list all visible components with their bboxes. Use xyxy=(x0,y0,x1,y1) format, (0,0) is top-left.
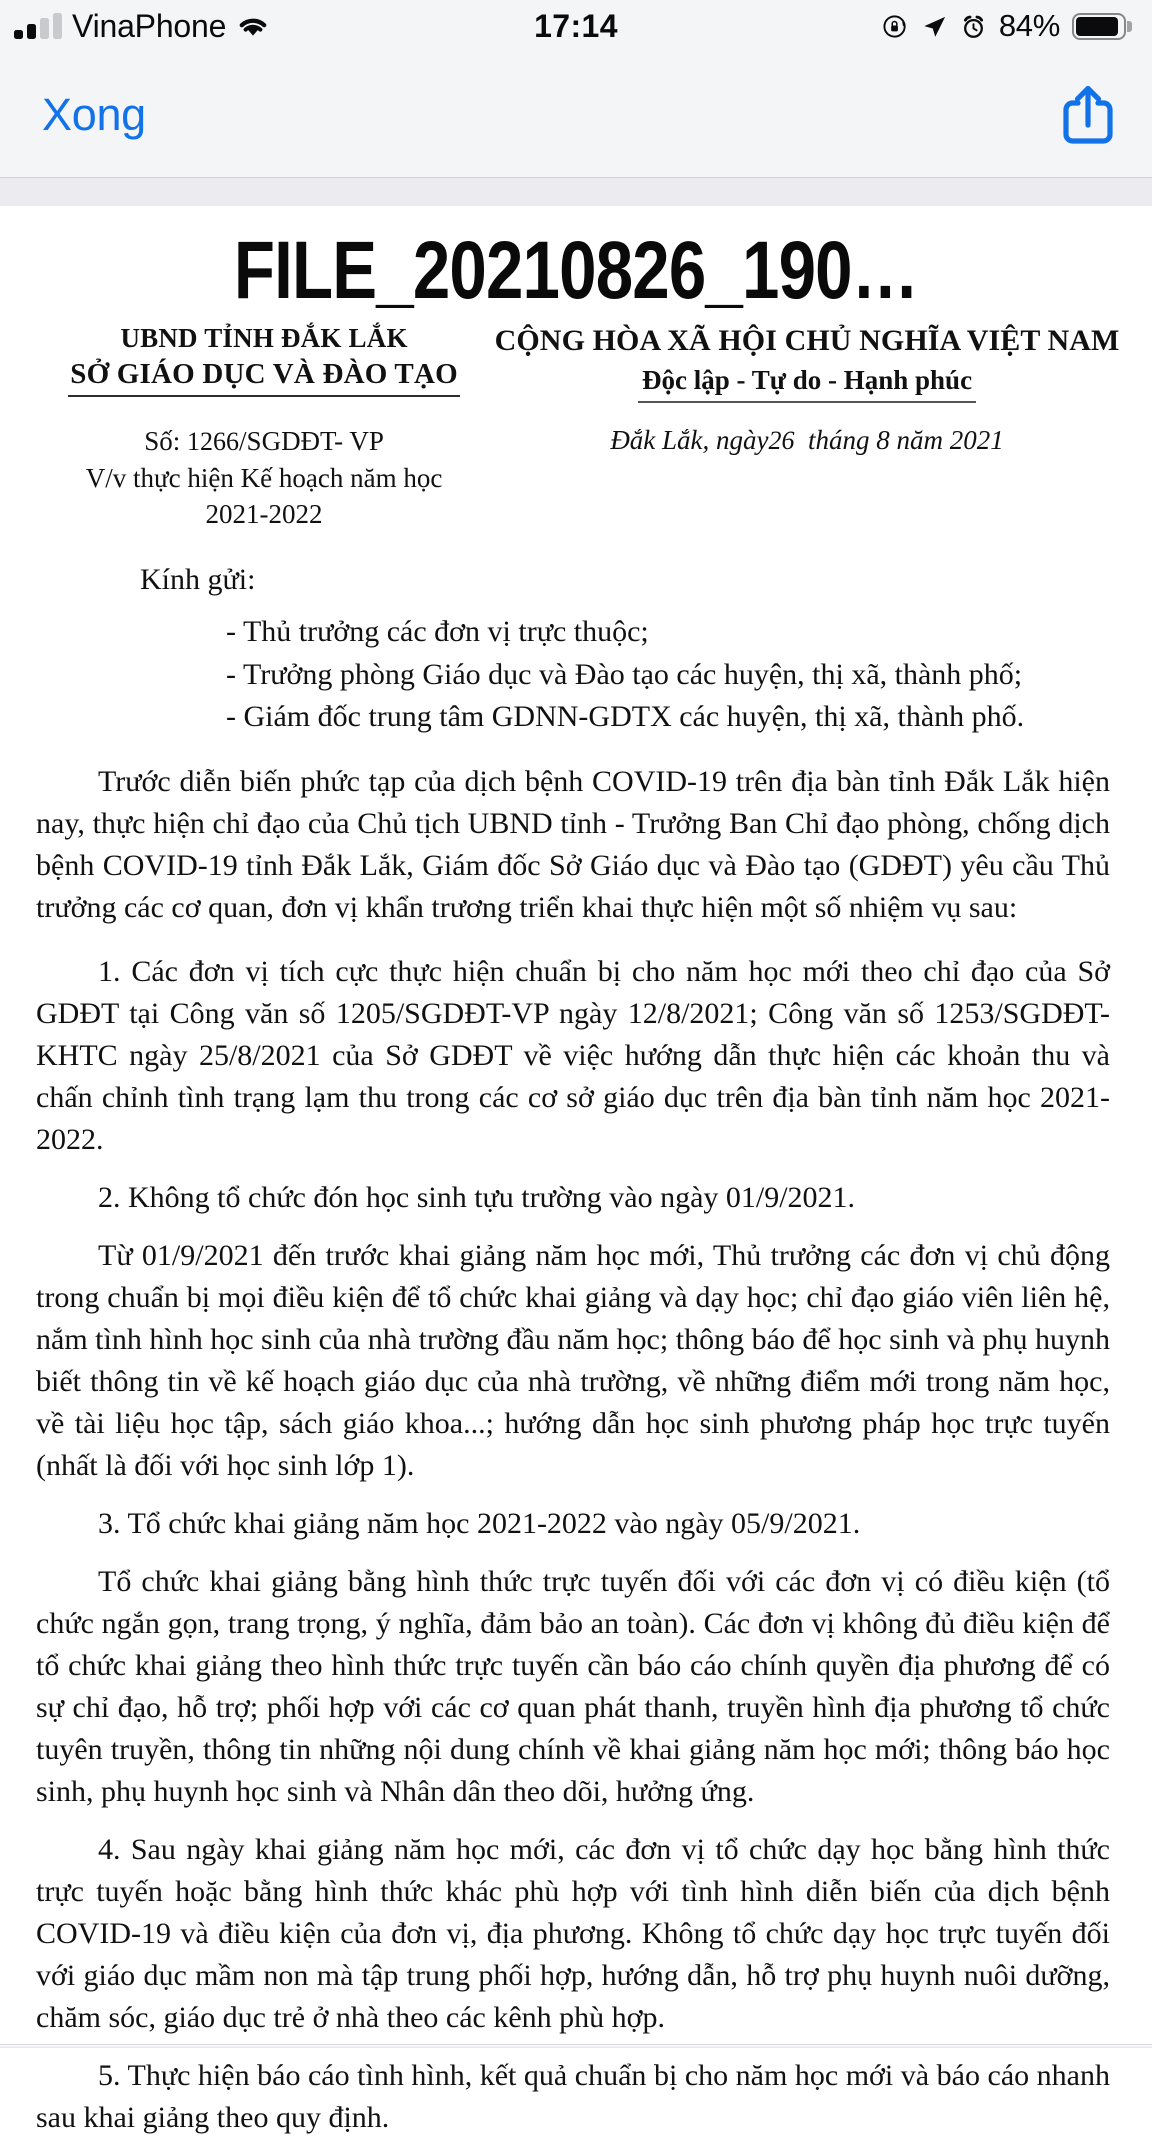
status-bar-left xyxy=(14,8,270,45)
salutation: Kính gửi: xyxy=(140,562,256,596)
date-day: 26 xyxy=(768,425,795,455)
recipient-item: - Giám đốc trung tâm GDNN-GDTX các huyện, thị xã, thành phố. xyxy=(226,700,1025,734)
signal-bars-icon xyxy=(14,13,62,39)
document-number-label: Số: xyxy=(144,425,181,456)
recipient-list xyxy=(0,611,1152,739)
content-spacer xyxy=(0,178,1152,206)
rotation-lock-icon xyxy=(882,13,909,40)
done-button[interactable]: Xong xyxy=(42,89,146,140)
status-bar-right xyxy=(882,8,1126,44)
issuer-department: SỞ GIÁO DỤC VÀ ĐÀO TẠO xyxy=(68,356,460,397)
header-issuer xyxy=(36,321,492,397)
battery-percent: 84% xyxy=(998,8,1060,43)
share-icon xyxy=(1060,135,1116,150)
body-paragraph-item-1: 1. Các đơn vị tích cực thực hiện chuẩn bị cho năm học mới theo chỉ đạo của Sở GDĐT tại Công văn số 1205/SGDĐT-VP ngày 12/8/2021; Công văn số 1253/SGDĐT-KHTC ngày 25/8/2021 của Sở GDĐT về việc hướng dẫn thực hiện các khoản thu và chấn chỉnh tình trạng lạm thu trong các cơ sở giáo dục trên địa bàn tỉnh năm học 2021-2022. xyxy=(36,954,1110,1156)
recipient-item: - Trưởng phòng Giáo dục và Đào tạo các huyện, thị xã, thành phố; xyxy=(226,657,1023,691)
share-button[interactable] xyxy=(1060,83,1116,147)
body-paragraph-item-4: 4. Sau ngày khai giảng năm học mới, các đơn vị tổ chức dạy học bằng hình thức trực tuyến hoặc bằng hình thức khác phù hợp với tình hình diễn biến của dịch bệnh COVID-19 và điều kiện của đơn vị, địa phương. Không tổ chức dạy học trực tuyến đối với giáo dục mầm non mà tập trung phối hợp, hướng dẫn, hỗ trợ phụ huynh nuôi dưỡng, chăm sóc, giáo dục trẻ ở nhà theo các kênh phù hợp. xyxy=(36,1832,1110,2034)
recipient-item: - Thủ trưởng các đơn vị trực thuộc; xyxy=(226,614,649,648)
body-paragraph-intro: Trước diễn biến phức tạp của dịch bệnh COVID-19 trên địa bàn tỉnh Đắk Lắk hiện nay, thực hiện chỉ đạo của Chủ tịch UBND tỉnh - Trưởng Ban Chỉ đạo phòng, chống dịch bệnh COVID-19 tỉnh Đắk Lắk, Giám đốc Sở Giáo dục và Đào tạo (GDĐT) yêu cầu Thủ trưởng các cơ quan, đơn vị khẩn trương triển khai thực hiện một số nhiệm vụ sau: xyxy=(36,764,1110,924)
document-number-value: 1266 xyxy=(187,426,240,456)
document-header xyxy=(0,321,1152,403)
clock: 17:14 xyxy=(534,7,618,44)
header-national xyxy=(492,321,1122,403)
national-motto: Độc lập - Tự do - Hạnh phúc xyxy=(638,363,976,403)
date-suffix: tháng 8 năm 2021 xyxy=(808,424,1004,455)
battery-icon xyxy=(1072,13,1126,40)
carrier-name: VinaPhone xyxy=(72,7,227,44)
status-bar xyxy=(0,0,1152,52)
file-name-title: FILE_20210826_190… xyxy=(233,225,919,316)
alarm-clock-icon xyxy=(960,13,987,40)
issuer-province: UBND TỈNH ĐẮK LẮK xyxy=(120,322,408,353)
document-page xyxy=(0,206,1152,2134)
body-paragraph-item-5: 5. Thực hiện báo cáo tình hình, kết quả chuẩn bị cho năm học mới và báo cáo nhanh sau khai giảng theo quy định. xyxy=(36,2058,1110,2134)
document-number-block xyxy=(36,423,492,533)
date-place-prefix: Đắk Lắk, ngày xyxy=(610,424,769,455)
body-paragraph-item-2-detail: Từ 01/9/2021 đến trước khai giảng năm học mới, Thủ trưởng các đơn vị chủ động trong chuẩn bị mọi điều kiện để tổ chức khai giảng và dạy học; chỉ đạo giáo viên liên hệ, nắm tình hình học sinh của nhà trường đầu năm học; thông báo để học sinh và phụ huynh biết thông tin về kế hoạch giáo dục của nhà trường, về những điểm mới trong năm học, về tài liệu học tập, sách giáo khoa...; hướng dẫn học sinh phương pháp học trực tuyến (nhất là đối với học sinh lớp 1). xyxy=(36,1238,1110,1482)
location-arrow-icon xyxy=(921,13,948,40)
body-paragraph-item-3: 3. Tổ chức khai giảng năm học 2021-2022 vào ngày 05/9/2021. xyxy=(98,1506,861,1540)
wifi-icon xyxy=(236,13,270,39)
body-paragraph-item-3-detail: Tổ chức khai giảng bằng hình thức trực tuyến đối với các đơn vị có điều kiện (tổ chức ngắn gọn, trang trọng, ý nghĩa, đảm bảo an toàn). Các đơn vị không đủ điều kiện để tổ chức khai giảng theo hình thức trực tuyến cần báo cáo chính quyền địa phương để có sự chỉ đạo, hỗ trợ; phối hợp với các cơ quan phát thanh, truyền hình địa phương tổ chức tuyên truyền, thông tin những nội dung chính về khai giảng năm học mới; thông báo học sinh, phụ huynh học sinh và Nhân dân theo dõi, hưởng ứng. xyxy=(36,1564,1110,1808)
document-meta xyxy=(0,423,1152,533)
document-subject-line1: V/v thực hiện Kế hoạch năm học xyxy=(85,462,443,493)
page-bottom-divider xyxy=(0,2044,1152,2048)
document-date-block xyxy=(492,423,1122,456)
navigation-bar xyxy=(0,52,1152,178)
document-subject-line2: 2021-2022 xyxy=(205,499,323,530)
national-title: CỘNG HÒA XÃ HỘI CHỦ NGHĨA VIỆT NAM xyxy=(494,323,1120,357)
document-number-line xyxy=(144,423,384,460)
body-paragraph-item-2: 2. Không tổ chức đón học sinh tựu trường vào ngày 01/9/2021. xyxy=(98,1180,856,1214)
document-number-suffix: /SGDĐT- VP xyxy=(239,425,384,456)
